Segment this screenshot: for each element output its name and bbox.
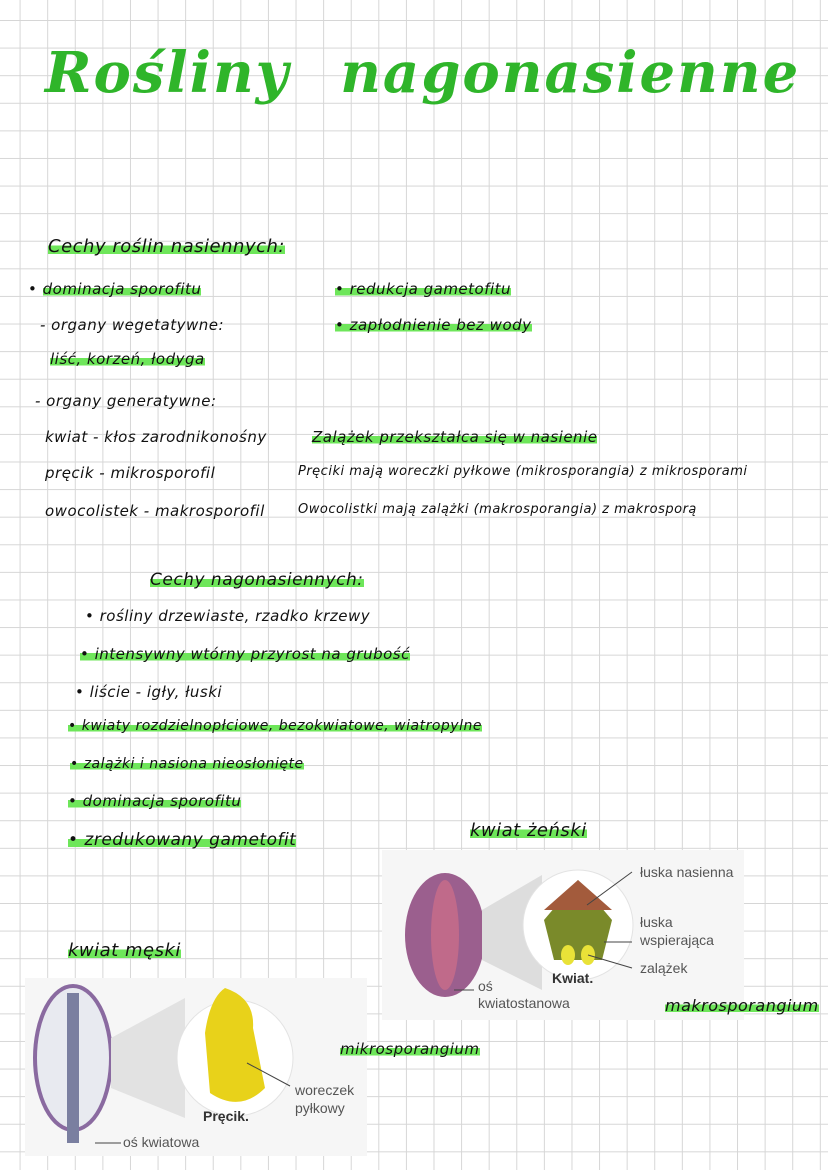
label-bract: łuska — [640, 914, 673, 930]
label-axis: oś kwiatowa — [123, 1134, 200, 1150]
label-ovule: zalążek — [640, 960, 688, 976]
female-flower-figure — [382, 850, 744, 1020]
list-item: • dominacja sporofitu — [68, 792, 242, 810]
list-item: kwiat - kłos zarodnikonośny — [45, 428, 267, 446]
figure-caption: Pręcik. — [203, 1108, 249, 1124]
figure-caption: Kwiat. — [552, 970, 594, 986]
list-item: dominacja sporofitu — [42, 280, 202, 298]
list-item: • kwiaty rozdzielnopłciowe, bezokwiatowe, wiatropylne — [68, 718, 482, 734]
list-item: • intensywny wtórny przyrost na grubość — [80, 645, 410, 663]
label-axis: oś — [478, 978, 493, 994]
list-item: • zredukowany gametofit — [68, 830, 297, 850]
label-axis-2: kwiatostanowa — [478, 995, 570, 1011]
label-bract-2: wspierająca — [640, 932, 714, 948]
list-item: • rośliny drzewiaste, rzadko krzewy — [85, 607, 371, 625]
list-item: - organy wegetatywne: — [40, 316, 225, 334]
list-item: • zapłodnienie bez wody — [335, 316, 532, 334]
list-item: - organy generatywne: — [35, 392, 217, 410]
male-flower-figure — [25, 978, 367, 1156]
female-note: makrosporangium — [665, 996, 819, 1015]
male-note: mikrosporangium — [340, 1040, 480, 1058]
list-item: • liście - igły, łuski — [75, 683, 223, 701]
page-title: Rośliny nagonasienne — [45, 40, 801, 106]
male-heading: kwiat męski — [68, 940, 181, 961]
male-flower-illustration — [25, 978, 367, 1156]
gymnosperm-heading: Cechy nagonasiennych: — [150, 570, 364, 590]
note: Owocolistki mają zalążki (makrosporangia) z makrosporą — [298, 502, 697, 517]
seed-plants-heading: Cechy roślin nasiennych: — [48, 236, 285, 257]
label-seed-scale: łuska nasienna — [640, 864, 734, 880]
list-item: owocolistek - makrosporofil — [45, 502, 265, 520]
label-pollen-sac: woreczek — [295, 1082, 355, 1098]
note: Pręciki mają woreczki pyłkowe (mikrosporangia) z mikrosporami — [298, 464, 748, 479]
list-item: liść, korzeń, łodyga — [50, 350, 205, 368]
note: Zalążek przekształca się w nasienie — [312, 428, 598, 446]
list-item: • zalążki i nasiona nieosłonięte — [70, 756, 304, 772]
list-item: pręcik - mikrosporofil — [45, 464, 216, 482]
female-heading: kwiat żeński — [470, 820, 587, 841]
label-pollen-sac-2: pyłkowy — [295, 1100, 345, 1116]
list-item: • redukcja gametofitu — [335, 280, 512, 298]
